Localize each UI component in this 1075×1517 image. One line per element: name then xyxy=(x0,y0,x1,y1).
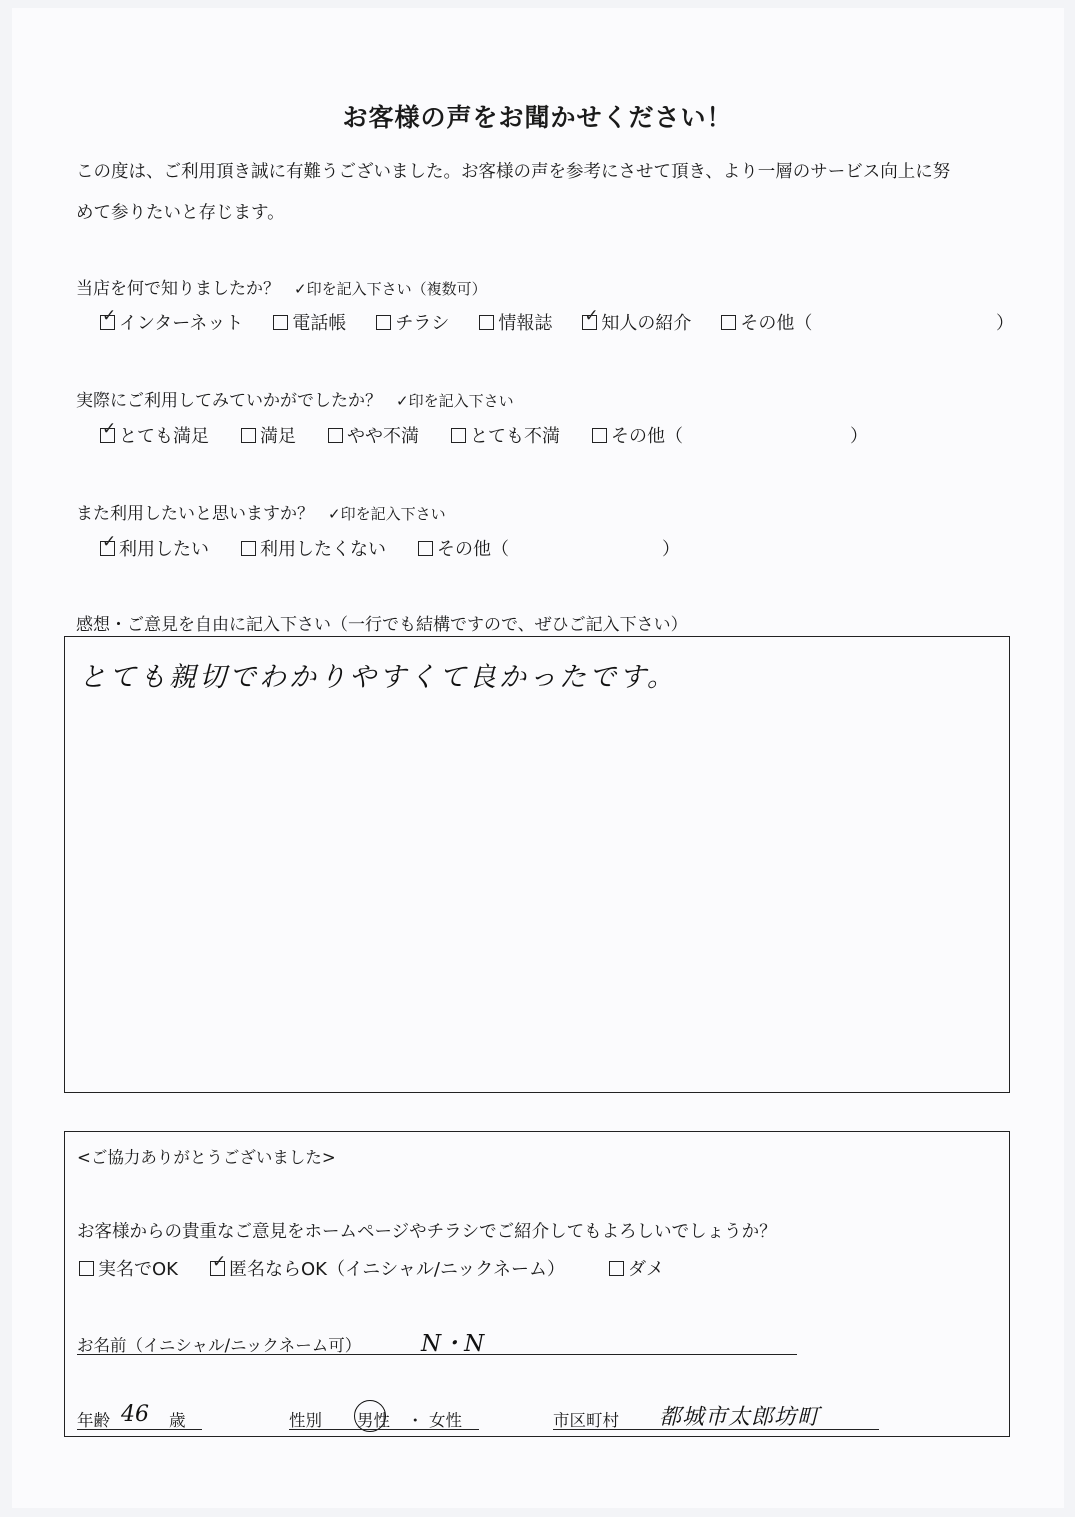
comment-area[interactable] xyxy=(64,636,1010,1093)
consent-options xyxy=(79,1255,696,1281)
name-underline xyxy=(77,1354,797,1355)
intro-line-1: この度は、ご利用頂き誠に有難うございました。お客様の声を参考にさせて頂き、より一層のサービス向上に努 xyxy=(76,162,951,182)
q3-option-no[interactable]: 利用したくない xyxy=(241,535,386,561)
q1-options xyxy=(100,309,844,335)
q3-question: また利用したいと思いますか？ xyxy=(76,504,314,524)
consent-option-no[interactable]: ダメ xyxy=(609,1255,664,1281)
checkbox-icon[interactable] xyxy=(273,315,288,330)
city-value: 都城市太郎坊町 xyxy=(659,1405,821,1430)
checkbox-icon[interactable] xyxy=(376,315,391,330)
gender-separator: ・ xyxy=(407,1411,424,1430)
checkbox-checked-icon[interactable] xyxy=(100,541,115,556)
q2-heading xyxy=(76,386,514,411)
q3-options xyxy=(100,535,541,561)
age-unit: 歳 xyxy=(169,1411,186,1430)
q3-close-paren: ） xyxy=(662,539,680,560)
checkbox-icon[interactable] xyxy=(241,428,256,443)
q1-option-magazine[interactable]: 情報誌 xyxy=(479,309,552,335)
q1-option-other[interactable]: その他（ xyxy=(721,309,812,335)
thanks-heading: <ご協力ありがとうございました> xyxy=(77,1148,336,1167)
consent-option-anonymous[interactable]: ✓ 匿名ならOK（イニシャル/ニックネーム） xyxy=(210,1255,565,1281)
comment-handwritten-text: とても親切でわかりやすくて良かったです。 xyxy=(79,662,677,693)
q3-note: ✓印を記入下さい xyxy=(328,505,446,523)
q2-option-somewhat-dissatisfied[interactable]: やや不満 xyxy=(328,422,419,448)
q2-option-very-satisfied[interactable]: ✓ とても満足 xyxy=(100,422,209,448)
age-label: 年齢 xyxy=(77,1411,110,1430)
q2-close-paren: ） xyxy=(850,426,868,447)
q1-option-internet[interactable]: ✓ インターネット xyxy=(100,309,243,335)
q2-note: ✓印を記入下さい xyxy=(396,392,514,410)
q3-option-other[interactable]: その他（ xyxy=(418,535,509,561)
gender-underline xyxy=(289,1429,479,1430)
age-value: 46 xyxy=(121,1402,149,1427)
checkbox-icon[interactable] xyxy=(328,428,343,443)
age-underline xyxy=(77,1429,202,1430)
q2-option-other[interactable]: その他（ xyxy=(592,422,683,448)
checkbox-checked-icon[interactable] xyxy=(100,428,115,443)
consent-section xyxy=(64,1131,1010,1437)
q1-option-phonebook[interactable]: 電話帳 xyxy=(273,309,346,335)
city-underline xyxy=(553,1429,879,1430)
q1-option-referral[interactable]: ✓ 知人の紹介 xyxy=(582,309,691,335)
city-label: 市区町村 xyxy=(553,1411,619,1430)
q1-question: 当店を何で知りましたか？ xyxy=(76,279,280,299)
checkbox-icon[interactable] xyxy=(592,428,607,443)
name-label: お名前（イニシャル/ニックネーム可） xyxy=(77,1336,362,1355)
consent-question: お客様からの貴重なご意見をホームページやチラシでご紹介してもよろしいでしょうか？ xyxy=(77,1222,777,1242)
checkbox-icon[interactable] xyxy=(79,1261,94,1276)
q2-options xyxy=(100,422,715,448)
circled-selection-icon xyxy=(354,1400,386,1432)
gender-label: 性別 xyxy=(289,1411,322,1430)
checkbox-icon[interactable] xyxy=(241,541,256,556)
checkbox-checked-icon[interactable] xyxy=(582,315,597,330)
checkbox-icon[interactable] xyxy=(418,541,433,556)
checkbox-icon[interactable] xyxy=(479,315,494,330)
q1-note: ✓印を記入下さい（複数可） xyxy=(294,280,487,298)
q1-option-flyer[interactable]: チラシ xyxy=(376,309,449,335)
q3-heading xyxy=(76,499,446,524)
q2-option-satisfied[interactable]: 満足 xyxy=(241,422,296,448)
q1-close-paren: ） xyxy=(996,313,1014,334)
page-title: お客様の声をお聞かせください！ xyxy=(342,103,733,132)
gender-female[interactable]: 女性 xyxy=(429,1411,462,1430)
checkbox-checked-icon[interactable] xyxy=(100,315,115,330)
comment-prompt: 感想・ご意見を自由に記入下さい（一行でも結構ですので、ぜひご記入下さい） xyxy=(76,615,688,635)
checkbox-icon[interactable] xyxy=(721,315,736,330)
intro-line-2: めて参りたいと存じます。 xyxy=(76,203,285,223)
q3-option-yes[interactable]: ✓ 利用したい xyxy=(100,535,209,561)
checkbox-icon[interactable] xyxy=(609,1261,624,1276)
q2-option-very-dissatisfied[interactable]: とても不満 xyxy=(451,422,560,448)
gender-male[interactable]: 男性 xyxy=(357,1411,390,1430)
checkbox-checked-icon[interactable] xyxy=(210,1261,225,1276)
q2-question: 実際にご利用してみていかがでしたか？ xyxy=(76,391,382,411)
name-value: N・N xyxy=(421,1331,485,1357)
consent-option-real-name[interactable]: 実名でOK xyxy=(79,1255,178,1281)
q1-heading xyxy=(76,274,487,299)
checkbox-icon[interactable] xyxy=(451,428,466,443)
